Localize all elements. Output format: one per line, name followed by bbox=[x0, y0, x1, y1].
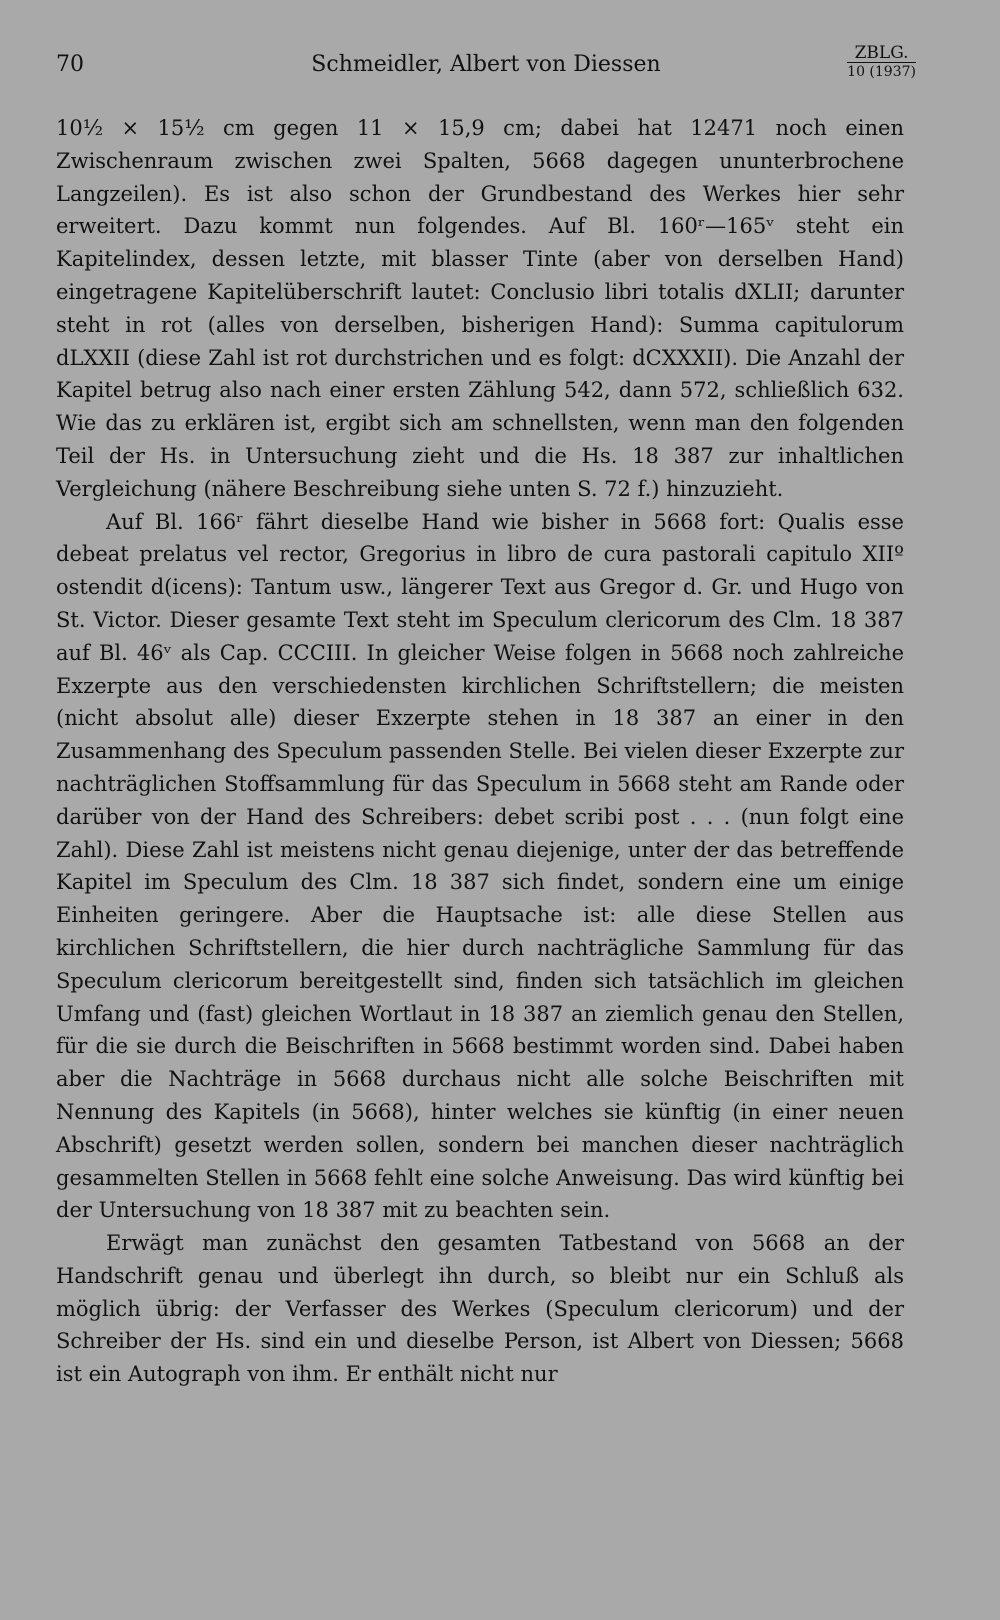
journal-abbreviation: ZBLG. bbox=[847, 44, 916, 63]
running-title: Schmeidler, Albert von Diessen bbox=[311, 52, 661, 77]
body-text bbox=[56, 112, 904, 1391]
paragraph: Auf Bl. 166ʳ fährt dieselbe Hand wie bisher in 5668 fort: Qualis esse debeat prelatus vel rector, Gregorius in libro de cura pastorali capitulo XIIº ostendit d(icens): Tantum usw., längerer Text aus Gregor d. Gr. und Hugo von St. Victor. Dieser gesamte Text steht im Speculum clericorum des Clm. 18 387 auf Bl. 46ᵛ als Cap. CCCIII. In gleicher Weise folgen in 5668 noch zahlreiche Exzerpte aus den verschiedensten kirchlichen Schriftstellern; die meisten (nicht absolut alle) dieser Exzerpte stehen in 18 387 an einer in den Zusammenhang des Speculum passenden Stelle. Bei vielen dieser Exzerpte zur nachträglichen Stoffsammlung für das Speculum in 5668 steht am Rande oder darüber von der Hand des Schreibers: debet scribi post . . . (nun folgt eine Zahl). Diese Zahl ist meistens nicht genau diejenige, unter der das betreffende Kapitel im Speculum des Clm. 18 387 sich findet, sondern eine um einige Einheiten geringere. Aber die Hauptsache ist: alle diese Stellen aus kirchlichen Schriftstellern, die hier durch nachträgliche Sammlung für das Speculum clericorum bereitgestellt sind, finden sich tatsächlich im gleichen Umfang und (fast) gleichen Wortlaut in 18 387 an ziemlich genau den Stellen, für die sie durch die Beischriften in 5668 bestimmt worden sind. Dabei haben aber die Nachträge in 5668 durchaus nicht alle solche Beischriften mit Nennung des Kapitels (in 5668), hinter welches sie künftig (in einer neuen Abschrift) gesetzt werden sollen, sondern bei manchen dieser nachträglich gesammelten Stellen in 5668 fehlt eine solche Anweisung. Das wird künftig bei der Untersuchung von 18 387 mit zu beachten sein. bbox=[56, 509, 904, 1223]
page-header bbox=[56, 44, 916, 88]
paragraph: Erwägt man zunächst den gesamten Tatbestand von 5668 an der Handschrift genau und überlegt ihn durch, so bleibt nur ein Schluß als möglich übrig: der Verfasser des Werkes (Speculum clericorum) und der Schreiber der Hs. sind ein und dieselbe Person, ist Albert von Diessen; 5668 ist ein Autograph von ihm. Er enthält nicht nur bbox=[56, 1231, 904, 1387]
journal-reference bbox=[847, 44, 916, 81]
journal-volume: 10 (1937) bbox=[847, 64, 916, 80]
page-number: 70 bbox=[56, 52, 84, 77]
paragraph-continued: 10½ × 15½ cm gegen 11 × 15,9 cm; dabei hat 12471 noch einen Zwischenraum zwischen zwei Spalten, 5668 dagegen ununterbrochene Langzeilen). Es ist also schon der Grundbestand des Werkes hier sehr erweitert. Dazu kommt nun folgendes. Auf Bl. 160ʳ—165ᵛ steht ein Kapitelindex, dessen letzte, mit blasser Tinte (aber von derselben Hand) eingetragene Kapitelüberschrift lautet: Conclusio libri totalis dXLII; darunter steht in rot (alles von derselben, bisherigen Hand): Summa capitulorum dLXXII (diese Zahl ist rot durchstrichen und es folgt: dCXXXII). Die Anzahl der Kapitel betrug also nach einer ersten Zählung 542, dann 572, schließlich 632. Wie das zu erklären ist, ergibt sich am schnellsten, wenn man den folgenden Teil der Hs. in Untersuchung zieht und die Hs. 18 387 zur inhaltlichen Vergleichung (nähere Beschreibung siehe unten S. 72 f.) hinzuzieht. bbox=[56, 116, 904, 501]
